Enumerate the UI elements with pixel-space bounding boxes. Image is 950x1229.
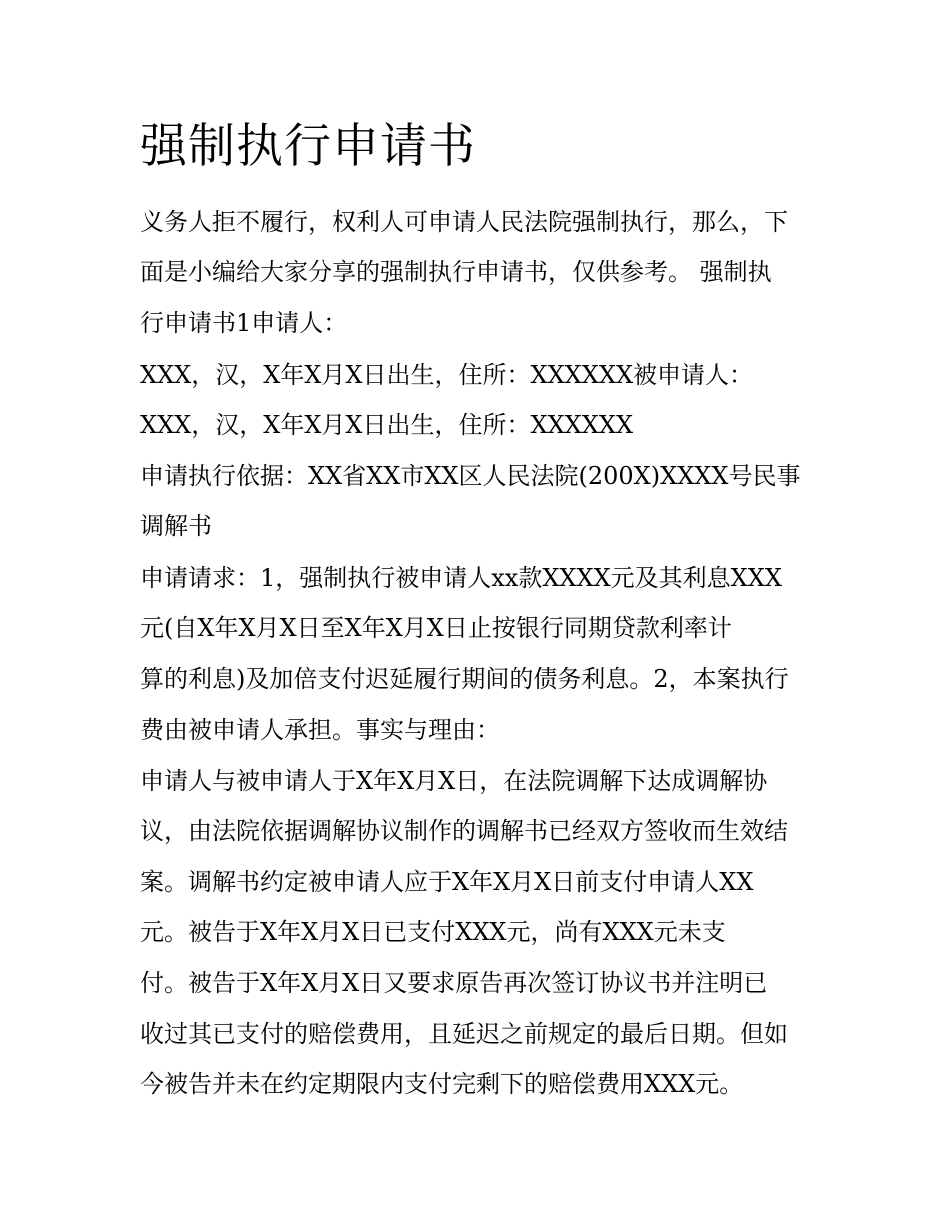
body-line-4: XXX，汉，X年X月X日出生，住所：XXXXXX被申请人： [140, 361, 754, 389]
body-line-1: 义务人拒不履行，权利人可申请人民法院强制执行，那么，下 [140, 208, 788, 236]
body-line-10: 算的利息)及加倍支付迟延履行期间的债务利息。2，本案执行 [140, 665, 789, 693]
body-line-8: 申请请求：1，强制执行被申请人xx款XXXX元及其利息XXX [140, 564, 782, 592]
body-line-12: 申请人与被申请人于X年X月X日，在法院调解下达成调解协 [140, 767, 768, 795]
body-line-7: 调解书 [140, 512, 212, 540]
body-line-2: 面是小编给大家分享的强制执行申请书，仅供参考。 强制执 [140, 258, 772, 286]
body-line-14: 案。调解书约定被申请人应于X年X月X日前支付申请人XX [140, 868, 754, 896]
body-line-17: 收过其已支付的赔偿费用，且延迟之前规定的最后日期。但如 [140, 1020, 788, 1048]
body-line-13: 议，由法院依据调解协议制作的调解书已经双方签收而生效结 [140, 817, 788, 845]
body-line-5: XXX，汉，X年X月X日出生，住所：XXXXXX [140, 411, 634, 439]
body-line-3: 行申请书1申请人： [140, 309, 348, 337]
body-line-16: 付。被告于X年X月X日又要求原告再次签订协议书并注明已 [140, 969, 768, 997]
body-line-6: 申请执行依据：XX省XX市XX区人民法院(200X)XXXX号民事 [140, 462, 801, 490]
document-title: 强制执行申请书 [140, 119, 476, 174]
body-line-18: 今被告并未在约定期限内支付完剩下的赔偿费用XXX元。 [140, 1070, 744, 1098]
body-line-9: 元(自X年X月X日至X年X月X日止按银行同期贷款利率计 [140, 614, 732, 642]
body-line-15: 元。被告于X年X月X日已支付XXX元，尚有XXX元未支 [140, 918, 726, 946]
body-line-11: 费由被申请人承担。事实与理由： [140, 716, 500, 744]
